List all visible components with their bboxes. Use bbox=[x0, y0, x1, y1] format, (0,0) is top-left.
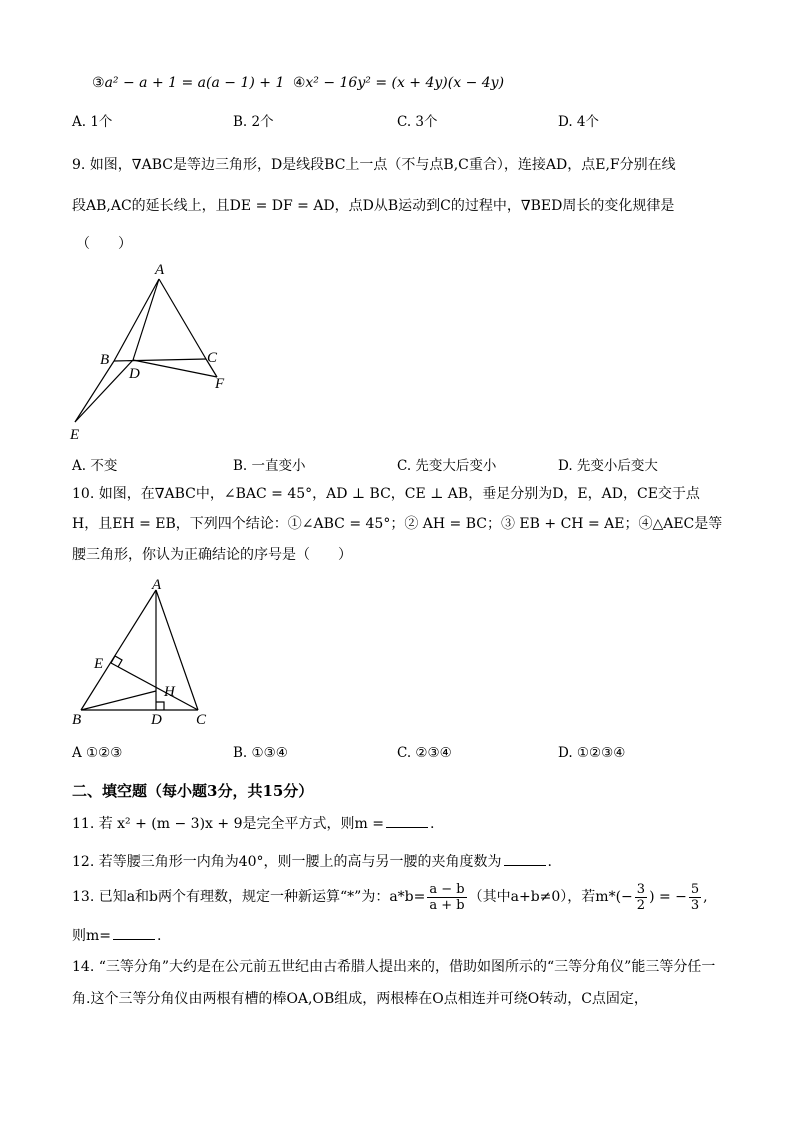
q14-line2: 角.这个三等分角仪由两根有槽的棒OA,OB组成，两根棒在O点相连并可绕O转动，C点固定， bbox=[72, 991, 648, 1007]
q10-altitude-ce bbox=[111, 663, 198, 710]
q9-figure bbox=[66, 258, 246, 448]
q10-right-angle-d bbox=[156, 702, 164, 710]
q8-option-c: C. 3个 bbox=[397, 114, 438, 130]
q10-option-c: C. ②③④ bbox=[397, 745, 452, 761]
q13-frac-den: a + b bbox=[429, 897, 465, 913]
q8-formula4: x² − 16y² = (x + 4y)(x − 4y) bbox=[305, 75, 505, 91]
q8-option-d: D. 4个 bbox=[558, 114, 600, 130]
q9-label-b: B bbox=[100, 352, 110, 368]
q13-end: . bbox=[157, 928, 162, 944]
q12-end: . bbox=[547, 854, 552, 870]
q9-segment-de bbox=[75, 360, 133, 422]
q8-prefix3: ③ bbox=[92, 75, 105, 91]
q10-label-a: A bbox=[152, 577, 162, 593]
q10-option-b: B. ①③④ bbox=[233, 745, 288, 761]
q13-middle: （其中a+b≠0），若m*(− bbox=[468, 889, 633, 905]
q13-frac2-den: 2 bbox=[636, 897, 646, 913]
q10-label-c: C bbox=[196, 712, 207, 728]
q13-eq: ) = − bbox=[649, 889, 687, 905]
q9-extension-be bbox=[75, 361, 114, 422]
q10-side-ac bbox=[156, 590, 198, 710]
q10-option-a: A ①②③ bbox=[72, 745, 123, 761]
q8-formula3: a² − a + 1 = a(a − 1) + 1 bbox=[104, 75, 285, 91]
q13-fraction-arg bbox=[635, 882, 647, 913]
q10-option-d: D. ①②③④ bbox=[558, 745, 626, 761]
section-fill-in-heading: 二、填空题（每小题3分，共15分） bbox=[72, 782, 314, 800]
q8-formula-line bbox=[92, 74, 504, 92]
q9-option-b: B. 一直变小 bbox=[233, 458, 306, 474]
q9-line2: 段AB,AC的延长线上，且DE = DF = AD，点D从B运动到C的过程中，∇BED周长的变化规律是 bbox=[72, 198, 675, 214]
q9-option-c: C. 先变大后变小 bbox=[397, 458, 497, 474]
q10-side-ab bbox=[81, 590, 156, 710]
q9-option-a: A. 不变 bbox=[72, 458, 118, 474]
q13-answer-blank[interactable] bbox=[113, 927, 155, 940]
q9-side-bc bbox=[114, 359, 206, 361]
q9-label-c: C bbox=[207, 350, 218, 366]
q13-frac3-num: 5 bbox=[690, 881, 700, 897]
q10-figure bbox=[68, 576, 218, 736]
q13-line2-text: 则m= bbox=[72, 928, 112, 944]
q10-label-b: B bbox=[72, 712, 82, 728]
q13-fraction-definition bbox=[427, 882, 466, 913]
q10-line2: H，且EH = EB，下列四个结论：①∠ABC = 45°；② AH = BC；③ EB + CH = AE；④△AEC是等 bbox=[72, 516, 723, 532]
q9-line3: （ ） bbox=[76, 236, 132, 252]
q13-line1 bbox=[72, 880, 708, 914]
q12-answer-blank[interactable] bbox=[504, 853, 546, 866]
q10-label-e: E bbox=[94, 656, 104, 672]
q9-label-a: A bbox=[155, 262, 165, 278]
q9-label-d: D bbox=[129, 366, 140, 382]
q8-option-a: A. 1个 bbox=[72, 114, 113, 130]
q9-label-f: F bbox=[215, 376, 225, 392]
q13-frac2-num: 3 bbox=[636, 881, 646, 897]
q8-prefix4: ④ bbox=[292, 75, 306, 91]
q9-label-e: E bbox=[70, 427, 80, 443]
q13-frac-num: a − b bbox=[429, 881, 465, 897]
q8-option-b: B. 2个 bbox=[233, 114, 274, 130]
q13-start: 13. 已知a和b两个有理数，规定一种新运算“*”为：a*b= bbox=[72, 889, 426, 905]
q10-label-d: D bbox=[151, 712, 162, 728]
q10-line3: 腰三角形，你认为正确结论的序号是（ ） bbox=[72, 547, 352, 563]
q9-option-d: D. 先变小后变大 bbox=[558, 458, 658, 474]
q13-comma: , bbox=[703, 889, 708, 905]
q12-line bbox=[72, 853, 552, 871]
q9-segment-df bbox=[133, 360, 217, 377]
q10-line1: 10. 如图，在∇ABC中，∠BAC = 45°，AD ⊥ BC，CE ⊥ AB，垂足分别为D，E，AD，CE交于点 bbox=[72, 486, 700, 502]
q10-segment-bh bbox=[81, 691, 156, 710]
q11-text: 11. 若 x² + (m − 3)x + 9是完全平方式，则m = bbox=[72, 816, 384, 832]
q14-line1: 14. “三等分角”大约是在公元前五世纪由古希腊人提出来的，借助如图所示的“三等分角仪”能三等分任一 bbox=[72, 959, 716, 975]
q9-side-ac bbox=[159, 279, 206, 359]
q11-end: . bbox=[429, 816, 435, 832]
q11-line bbox=[72, 815, 434, 833]
q10-label-h: H bbox=[164, 684, 175, 700]
q9-line1: 9. 如图，∇ABC是等边三角形，D是线段BC上一点（不与点B,C重合），连接AD，点E,F分别在线 bbox=[72, 157, 676, 173]
q12-text: 12. 若等腰三角形一内角为40°，则一腰上的高与另一腰的夹角度数为 bbox=[72, 854, 502, 870]
q13-fraction-result bbox=[689, 882, 701, 913]
q11-answer-blank[interactable] bbox=[386, 815, 428, 828]
q13-line2 bbox=[72, 927, 161, 945]
q13-frac3-den: 3 bbox=[690, 897, 700, 913]
